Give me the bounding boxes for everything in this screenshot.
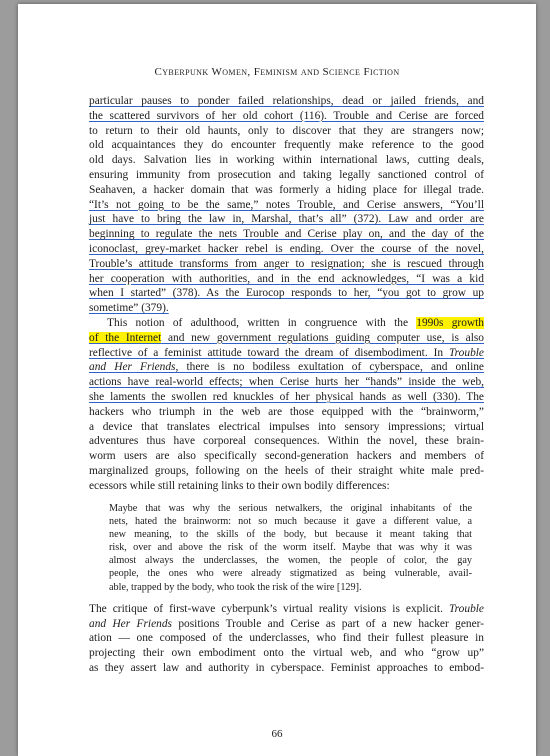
text-line: old days. Salvation lies in working within international laws, cutting deals, <box>89 154 484 167</box>
block-quote <box>89 502 484 594</box>
quote-line: Maybe that was why the serious netwalkers, the original inhabitants of the <box>109 502 472 514</box>
text-line: sometime” (379). <box>89 302 169 315</box>
text-line: of the Internet and new government regulations guiding computer use, is also <box>89 331 484 344</box>
page-number: 66 <box>271 728 283 740</box>
text-line: particular pauses to ponder failed relationships, dead or jailed friends, and <box>89 95 484 107</box>
text-line: ecessors while still retaining links to their own bodily differences: <box>89 479 390 492</box>
text-line: she laments the swollen red knuckles of her physical hands as well (330). The <box>89 390 484 403</box>
text-line: “It’s not going to be the same,” notes Trouble, and Cerise answers, “You’ll <box>89 198 484 211</box>
text-line: a device that translates electrical impulses into sensory impressions; virtual <box>89 420 484 433</box>
text-line: ensuring immunity from prosecution and taking legally sanctioned control of <box>89 168 484 181</box>
document-page <box>18 4 536 756</box>
text-line: when I started” (378). As the Eurocop responds to her, “you got to grow up <box>89 287 484 300</box>
text-line: iconoclast, grey-market hacker rebel is ending. Over the course of the novel, <box>89 242 484 255</box>
text-line: old acquaintances they do encounter frequently make reference to the good <box>89 139 484 152</box>
paragraph-2 <box>89 316 484 494</box>
text-line: hackers who triumph in the web are those equipped with the “brainworm,” <box>89 405 484 418</box>
page-body <box>89 94 484 676</box>
book-title: and Her Friends <box>89 361 176 374</box>
quote-line: able, trapped by the body, who took the risk of the wire [129]. <box>109 581 362 593</box>
running-title: Cyberpunk Women, Feminism and Science Fiction <box>154 66 400 78</box>
paragraph-1 <box>89 94 484 316</box>
text-line: projecting their own embodiment onto the virtual web, and who “grow up” <box>89 647 484 660</box>
highlighted-text: of the Internet <box>89 331 162 344</box>
text-line: just have to bring the law in, Marshal, that’s all” (372). Law and order are <box>89 213 484 226</box>
quote-line: nets, hated the brainworm: not so much because it gave a different value, a <box>109 515 472 527</box>
text-line: Trouble’s attitude transforms from anger to resignation; she is rescued through <box>89 257 484 270</box>
text-line: her cooperation with authorities, and in the end acknowledges, “I was a kid <box>89 272 484 285</box>
text-line: and Her Friends, there is no bodiless exultation of cyberspace, and online <box>89 361 484 374</box>
book-title: Trouble <box>448 346 484 359</box>
text-line: worm users are also specifically second-generation hackers and members of <box>89 450 484 463</box>
text-line: Seahaven, a hacker domain that was formerly a hiding place for illegal trade. <box>89 183 484 196</box>
text-line: reflective of a feminist attitude toward the dream of disembodiment. In Trouble <box>89 346 484 359</box>
highlighted-text: 1990s growth <box>416 316 484 329</box>
text-line: This notion of adulthood, written in congruence with the 1990s growth <box>107 316 484 329</box>
text-line: as they assert law and authority in cyberspace. Feminist approaches to embod- <box>89 662 484 675</box>
quote-line: risk, over and above the risk of the worm itself. Maybe that was why it was <box>109 542 472 554</box>
text-line: ation — one composed of the underclasses, who find their fullest pleasure in <box>89 632 484 645</box>
text-line: the scattered survivors of her old cohort (116). Trouble and Cerise are forced <box>89 109 484 122</box>
text-line: marginalized groups, following on the heels of their straight white male pred- <box>89 464 484 477</box>
quote-line: new meaning, to the skills of the body, but because it meant taking that <box>109 528 472 540</box>
quote-line: people, the ones who were already stigmatized as being vulnerable, avail- <box>109 568 472 580</box>
book-title: Trouble <box>448 602 484 615</box>
running-header <box>18 66 536 78</box>
quote-line: almost always the underclasses, the women, the people of color, the gay <box>109 555 472 567</box>
text-line: The critique of first-wave cyberpunk’s virtual reality visions is explicit. Trouble <box>89 602 484 615</box>
text-line: to return to their old haunts, only to discover that they are strangers now; <box>89 124 484 137</box>
text-line: and Her Friends positions Trouble and Cerise as part of a new hacker gener- <box>89 617 484 630</box>
text-line: actions have real-world effects; when Cerise hurts her “hands” inside the web, <box>89 376 484 389</box>
paragraph-3 <box>89 602 484 676</box>
text-line: adventures thus have corporeal consequences. Within the novel, these brain- <box>89 435 484 448</box>
text-line: beginning to regulate the nets Trouble and Cerise play on, and the day of the <box>89 228 484 241</box>
book-title: and Her Friends <box>89 617 172 630</box>
